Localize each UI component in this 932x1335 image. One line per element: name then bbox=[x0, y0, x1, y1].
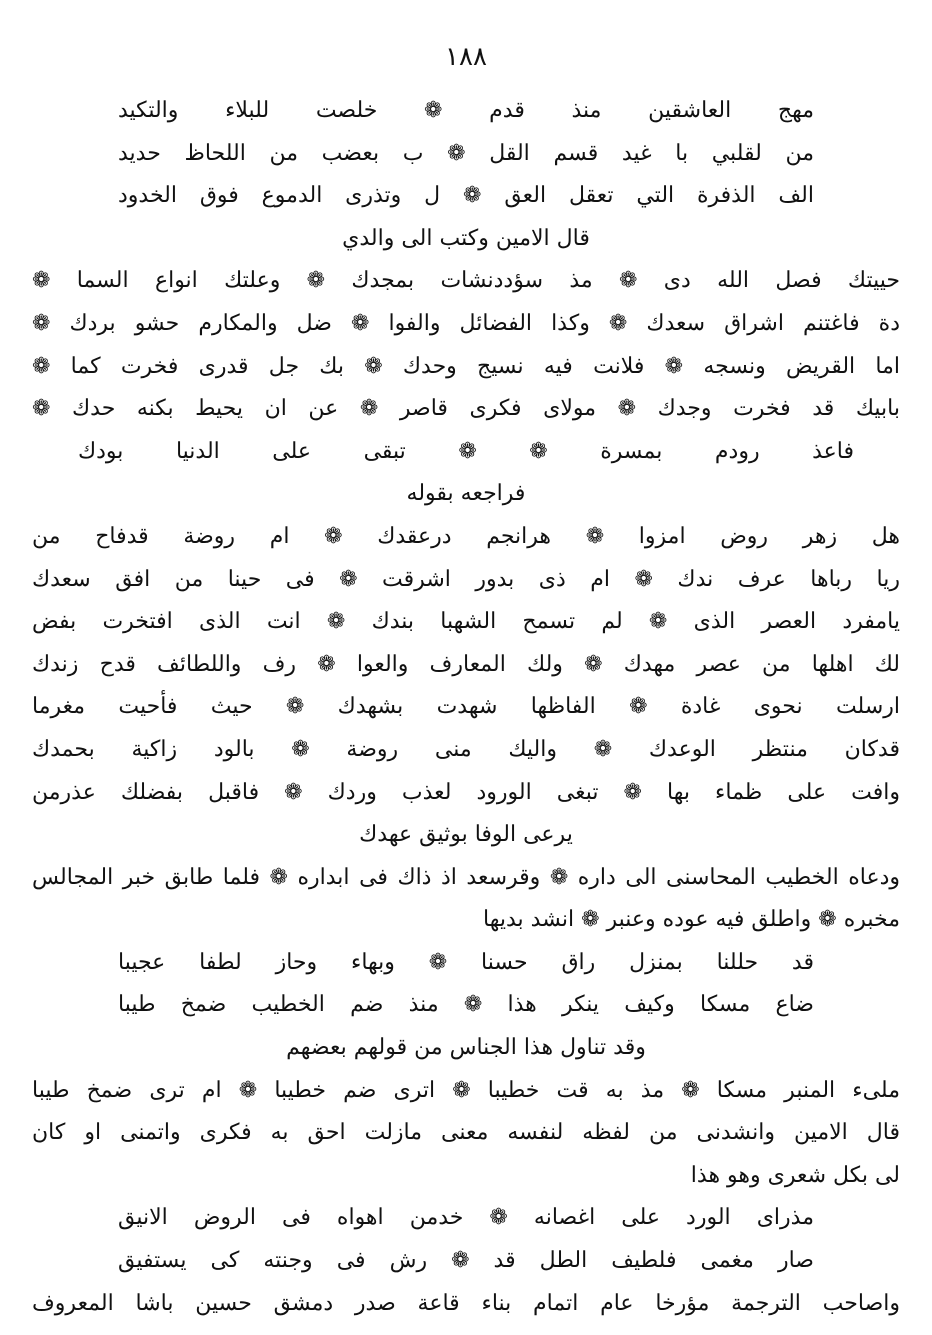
section-heading: فراجعه بقوله bbox=[406, 481, 526, 507]
verse-line: مذراى الورد على اغصانه ❁ خدمن اهواه فى الروض الانيق bbox=[118, 1205, 814, 1231]
text-line: قال الامين وانشدنى من لفظه لنفسه معنى مازلت احق به فكرى واتمنى او كان bbox=[32, 1120, 900, 1146]
text-line: يامفرد العصر الذى ❁ لم تسمح الشهبا بندك ❁ انت الذى افتخرت بفض bbox=[32, 609, 900, 635]
text-line: بابيك قد فخرت وجدك ❁ مولاى فكرى قاصر ❁ عن ان يحيط بكنه حدك ❁ bbox=[32, 396, 900, 422]
verse-line: الف الذفرة التي تعقل العق ❁ ل وتذرى الدموع فوق الخدود bbox=[118, 183, 814, 209]
text-line: وافت على ظماء بها ❁ تبغى الورود لعذب وردك ❁ فاقبل بفضلك عذرمن bbox=[32, 779, 900, 805]
page-text bbox=[28, 90, 904, 1325]
verse-line: قد حللنا بمنزل راق حسنا ❁ وبهاء وحاز لطفا عجيبا bbox=[118, 949, 814, 975]
text-line: دة فاغتنم اشراق سعدك ❁ وكذا الفضائل والفوا ❁ ضل والمكارم حشو بردك ❁ bbox=[32, 310, 900, 336]
text-line: حييتك فصل الله دى ❁ مذ سؤددنشات بمجدك ❁ وعلتك انواع السما ❁ bbox=[32, 268, 900, 294]
text-line: لك اهلها من عصر مهدك ❁ ولك المعارف والعوا ❁ رف واللطائف قدح زندك bbox=[32, 651, 900, 677]
text-line: قدكان منتظر الوعدك ❁ واليك منى روضة ❁ بالود زاكية بحمدك bbox=[32, 736, 900, 762]
page-number: ١٨٨ bbox=[445, 42, 487, 72]
text-line: لى بكل شعرى وهو هذا bbox=[690, 1162, 900, 1188]
verse-line: من لقلبي با غيد قسم القل ❁ ب بعضب من اللحاظ حديد bbox=[118, 140, 814, 166]
text-line: اما القريض ونسجه ❁ فلانت فيه نسيج وحدك ❁ بك جل قدرى فخرت كما ❁ bbox=[32, 353, 900, 379]
verse-line: مهج العاشقين منذ قدم ❁ خلصت للبلاء والتكيد bbox=[118, 98, 814, 123]
text-line: ودعاه الخطيب المحاسنى الى داره ❁ وقرسعد اذ ذاك فى ابداره ❁ فلما طابق خبر المجالس bbox=[32, 864, 900, 890]
text-line: ملىء المنبر مسكا ❁ مذ به قت خطيبا ❁ اترى ضم خطيبا ❁ ام ترى ضمخ طيبا bbox=[32, 1077, 900, 1103]
text-line: هل زهر روض امزوا ❁ هرانجم درعقدك ❁ ام روضة قدفاح من bbox=[32, 523, 900, 549]
section-heading: يرعى الوفا بوثيق عهدك bbox=[359, 822, 573, 848]
text-line: ريا رباها عرف ندك ❁ ام ذى بدور اشرقت ❁ فى حينا من افق سعدك bbox=[32, 566, 900, 592]
text-line: مخبره ❁ واطلق فيه عوده وعنبر ❁ انشد بديها bbox=[483, 907, 900, 933]
section-heading: قال الامين وكتب الى والدي bbox=[342, 225, 590, 251]
verse-line: فاعذ رودم بمسرة ❁ ❁ تبقى على الدنيا بودك bbox=[78, 438, 854, 464]
verse-line: صار مغمى فلطيف الطل قد ❁ رش فى وجنته كى يستفيق bbox=[118, 1248, 814, 1274]
section-heading: وقد تناول هذا الجناس من قولهم بعضهم bbox=[286, 1035, 646, 1061]
text-line: واصاحب الترجمة مؤرخا عام اتمام بناء قاعة صدر دمشق حسين باشا المعروف bbox=[32, 1290, 900, 1316]
text-line: ارسلت نحوى غادة ❁ الفاظها شهدت بشهدك ❁ حيث فأحيت مغرما bbox=[32, 694, 900, 720]
verse-line: ضاع مسكا وكيف ينكر هذا ❁ منذ ضم الخطيب ضمخ طيبا bbox=[118, 992, 814, 1018]
